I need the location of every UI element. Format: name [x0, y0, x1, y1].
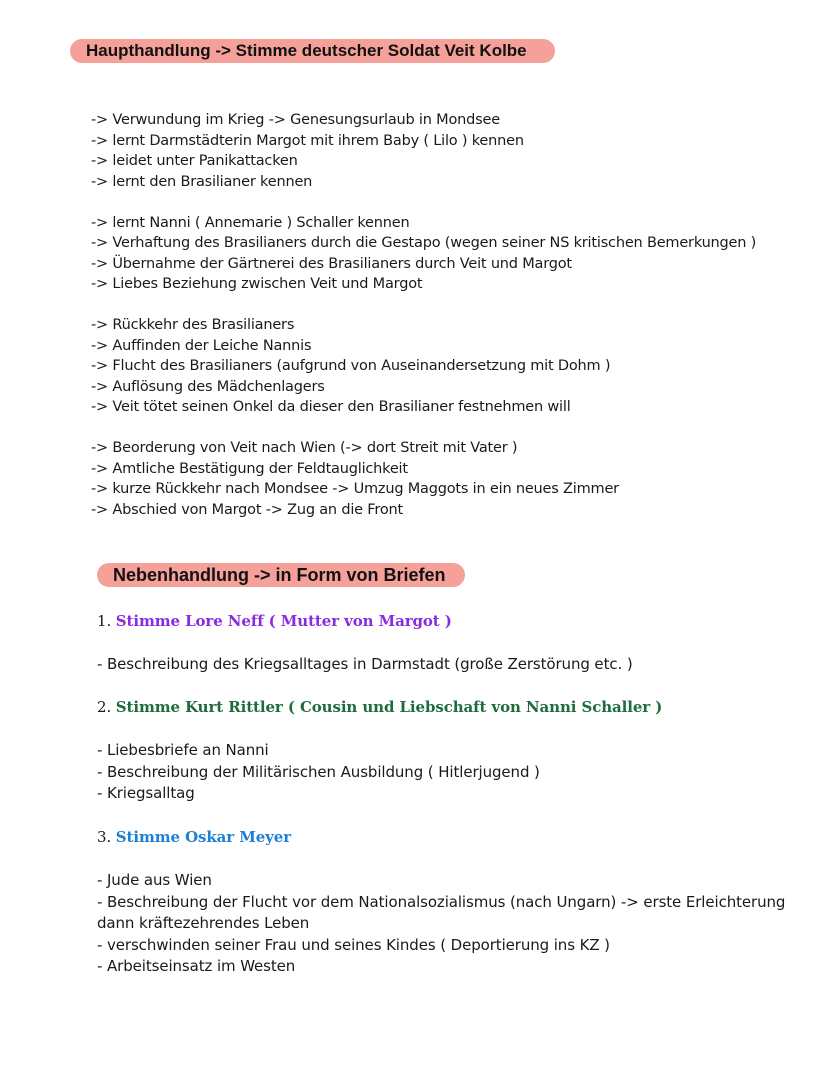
voice-item: - Arbeitseinsatz im Westen — [97, 957, 296, 975]
plot-item: -> Verwundung im Krieg -> Genesungsurlaub in Mondsee — [91, 112, 500, 128]
voice-title — [97, 827, 817, 847]
voice-title — [97, 697, 817, 717]
voice-lore-neff — [97, 611, 817, 673]
voice-items — [97, 740, 817, 805]
plot-item: -> lernt Darmstädterin Margot mit ihrem Baby ( Lilo ) kennen — [91, 132, 524, 149]
plot-item: -> Liebes Beziehung zwischen Veit und Margot — [91, 276, 423, 292]
voice-name: Stimme Kurt Rittler ( Cousin und Liebschaft von Nanni Schaller ) — [115, 698, 663, 716]
plot-item: -> Abschied von Margot -> Zug an die Front — [91, 501, 403, 518]
voice-number: 2. — [97, 698, 112, 716]
main-plot-list — [91, 110, 811, 541]
subplot-heading: Nebenhandlung -> in Form von Briefen — [97, 563, 465, 587]
voice-items — [97, 870, 809, 978]
plot-item: -> kurze Rückkehr nach Mondsee -> Umzug Maggots in ein neues Zimmer — [91, 481, 619, 497]
voice-item: - Jude aus Wien — [97, 871, 212, 889]
plot-item: -> Verhaftung des Brasilianers durch die Gestapo (wegen seiner NS kritischen Bemerkungen ) — [91, 235, 757, 251]
plot-group — [91, 315, 811, 418]
plot-item: -> lernt Nanni ( Annemarie ) Schaller kennen — [91, 214, 410, 231]
plot-item: -> Amtliche Bestätigung der Feldtauglichkeit — [91, 460, 408, 477]
voice-kurt-rittler — [97, 697, 817, 802]
voice-item: - verschwinden seiner Frau und seines Kindes ( Deportierung ins KZ ) — [97, 935, 610, 954]
plot-item: -> Übernahme der Gärtnerei des Brasilianers durch Veit und Margot — [91, 255, 572, 272]
plot-item: -> lernt den Brasilianer kennen — [91, 173, 313, 190]
voice-oskar-meyer — [97, 827, 817, 975]
voice-item: - Beschreibung der Flucht vor dem Nationalsozialismus (nach Ungarn) -> erste Erleichterung dann kräftezehrendes Leben — [97, 892, 786, 932]
plot-item: -> Flucht des Brasilianers (aufgrund von Auseinandersetzung mit Dohm ) — [91, 358, 611, 374]
plot-item: -> Rückkehr des Brasilianers — [91, 317, 295, 333]
voice-item: - Beschreibung des Kriegsalltages in Darmstadt (große Zerstörung etc. ) — [97, 655, 633, 673]
plot-item: -> leidet unter Panikattacken — [91, 153, 298, 169]
plot-item: -> Veit tötet seinen Onkel da dieser den Brasilianer festnehmen will — [91, 399, 571, 415]
voice-items — [97, 654, 817, 676]
plot-item: -> Auffinden der Leiche Nannis — [91, 337, 312, 354]
plot-item: -> Beorderung von Veit nach Wien (-> dort Streit mit Vater ) — [91, 440, 518, 456]
plot-item: -> Auflösung des Mädchenlagers — [91, 378, 325, 395]
voice-name: Stimme Lore Neff ( Mutter von Margot ) — [115, 612, 452, 630]
main-plot-heading: Haupthandlung -> Stimme deutscher Soldat Veit Kolbe — [70, 39, 555, 63]
voice-number: 1. — [97, 612, 112, 630]
plot-group — [91, 438, 811, 520]
plot-group — [91, 213, 811, 295]
voice-title — [97, 611, 817, 631]
voice-item: - Beschreibung der Militärischen Ausbildung ( Hitlerjugend ) — [97, 762, 540, 781]
voice-item: - Kriegsalltag — [97, 784, 195, 802]
plot-group — [91, 110, 811, 192]
voice-number: 3. — [97, 828, 112, 846]
voice-item: - Liebesbriefe an Nanni — [97, 741, 269, 759]
voice-name: Stimme Oskar Meyer — [115, 828, 292, 846]
